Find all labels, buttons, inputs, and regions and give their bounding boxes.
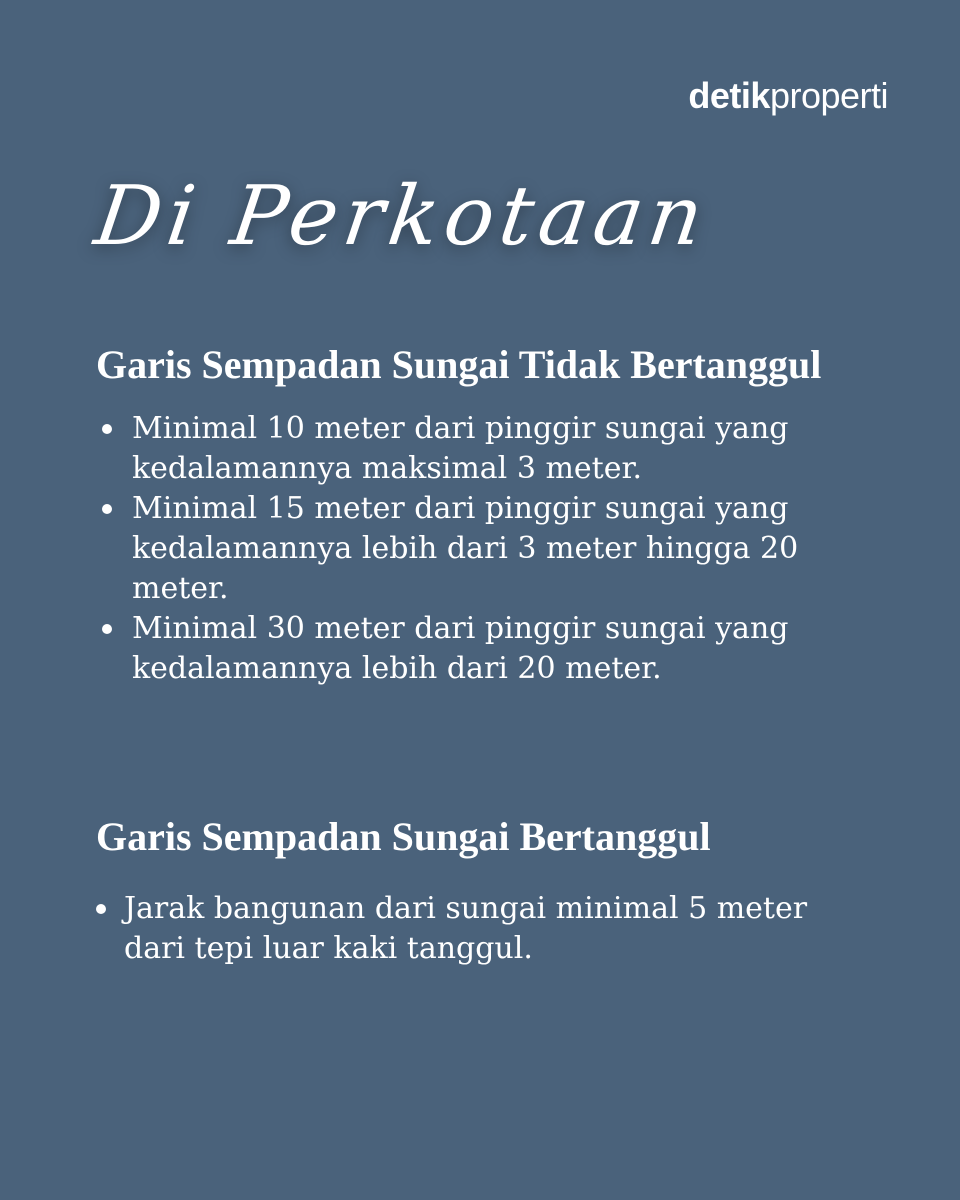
section-tidak-bertanggul	[96, 340, 876, 689]
section-heading: Garis Sempadan Sungai Bertanggul	[96, 814, 711, 859]
brand-logo-light: properti	[769, 75, 888, 116]
brand-logo-bold: detik	[688, 75, 770, 116]
list-item: Jarak bangunan dari sungai minimal 5 meter dari tepi luar kaki tanggul.	[96, 889, 876, 969]
brand-logo	[688, 75, 888, 116]
bullet-list	[96, 889, 876, 969]
list-item: Minimal 30 meter dari pinggir sungai yang kedalamannya lebih dari 20 meter.	[96, 609, 876, 689]
list-item: Minimal 10 meter dari pinggir sungai yang kedalamannya maksimal 3 meter.	[96, 409, 876, 489]
section-bertanggul	[96, 812, 876, 969]
section-heading: Garis Sempadan Sungai Tidak Bertanggul	[96, 342, 822, 387]
page-title: Di Perkotaan	[89, 169, 715, 264]
list-item: Minimal 15 meter dari pinggir sungai yang kedalamannya lebih dari 3 meter hingga 20 meter.	[96, 489, 876, 609]
bullet-list	[96, 409, 876, 689]
